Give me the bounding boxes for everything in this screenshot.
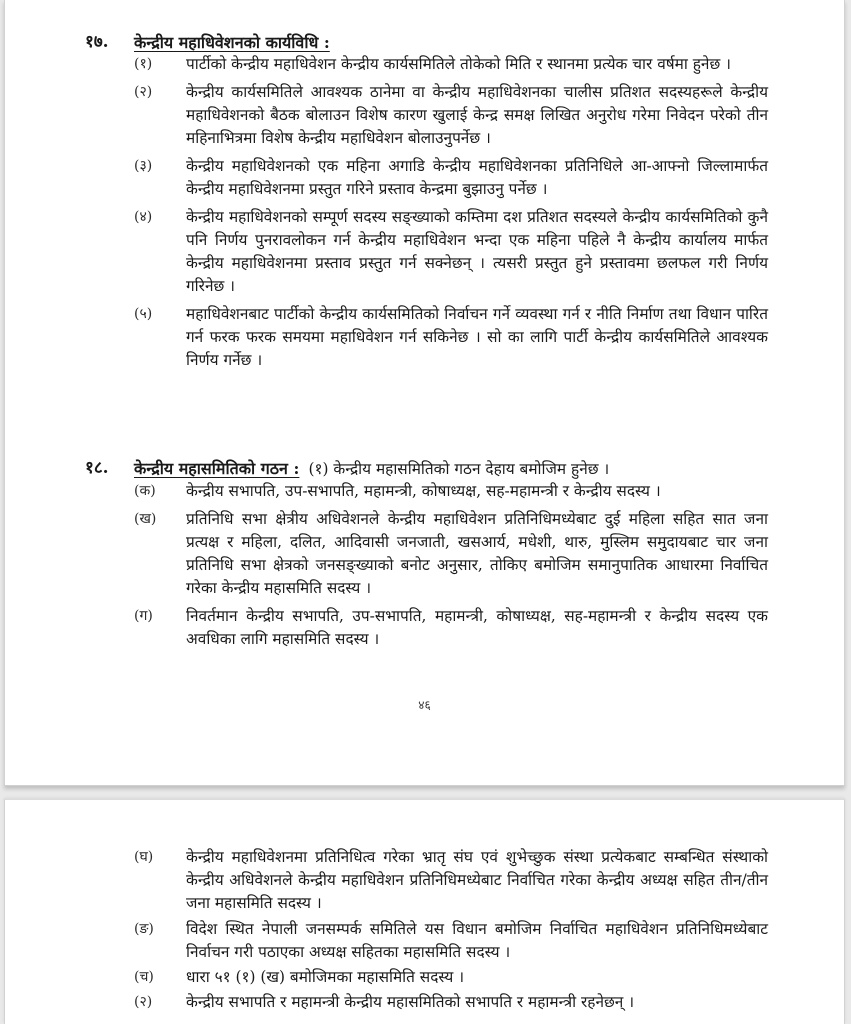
section-18-continued-items [5, 846, 844, 1014]
item-text: केन्द्रीय सभापति, उप-सभापति, महामन्त्री, कोषाध्यक्ष, सह-महामन्त्री र केन्द्रीय सदस्य । [186, 482, 661, 500]
item-label: (१) [134, 56, 153, 72]
item-label: (२) [134, 994, 153, 1010]
section-17-items [5, 53, 844, 372]
item-text: निवर्तमान केन्द्रीय सभापति, उप-सभापति, महामन्त्री, कोषाध्यक्ष, सह-महामन्त्री र केन्द्रीय सदस्य एक अवधिका लागि महासमिति सदस्य । [186, 607, 768, 648]
item-label: (५) [134, 306, 153, 322]
list-item [134, 508, 768, 600]
item-text: प्रतिनिधि सभा क्षेत्रीय अधिवेशनले केन्द्रीय महाधिवेशन प्रतिनिधिमध्येबाट दुई महिला सहित सात जना प्रत्यक्ष र महिला, दलित, आदिवासी जनजाती, खसआर्य, मधेशी, थारु, मुस्लिम समुदायबाट चार जना प्रतिनिधि सभा क्षेत्रको जनसङ्ख्याको बनोट अनुसार, तोकिए बमोजिम समानुपातिक आधारमा निर्वाचित गरेका केन्द्रीय महासमिति सदस्य । [186, 510, 768, 597]
item-text: केन्द्रीय महाधिवेशनमा प्रतिनिधित्व गरेका भ्रातृ संघ एवं शुभेच्छुक संस्था प्रत्येकबाट सम्बन्धित संस्थाको केन्द्रीय अधिवेशनले केन्द्रीय महाधिवेशन प्रतिनिधिमध्येबाट निर्वाचित गरेका केन्द्रीय अध्यक्ष सहित तीन/तीन जना महासमिति सदस्य । [186, 848, 768, 912]
section-intro: (१) केन्द्रीय महासमितिको गठन देहाय बमोजिम हुनेछ । [308, 460, 610, 478]
item-label: (क) [134, 483, 156, 499]
list-item [134, 966, 768, 989]
item-label: (च) [134, 969, 154, 985]
item-label: (४) [134, 209, 153, 225]
list-item [134, 991, 768, 1014]
item-text: पार्टीको केन्द्रीय महाधिवेशन केन्द्रीय कार्यसमितिले तोकेको मिति र स्थानमा प्रत्येक चार वर्षमा हुनेछ । [186, 55, 731, 73]
list-item [134, 81, 768, 150]
item-text: विदेश स्थित नेपाली जनसम्पर्क समितिले यस विधान बमोजिम निर्वाचित महाधिवेशन प्रतिनिधिमध्येबाट निर्वाचन गरी पठाएका अध्यक्ष सहितका महासमिति सदस्य । [186, 920, 768, 961]
item-text: केन्द्रीय महाधिवेशनको सम्पूर्ण सदस्य सङ्ख्याको कम्तिमा दश प्रतिशत सदस्यले केन्द्रीय कार्यसमितिको कुनै पनि निर्णय पुनरावलोकन गर्न केन्द्रीय महाधिवेशन भन्दा एक महिना पहिले नै केन्द्रीय कार्यालय मार्फत केन्द्रीय महाधिवेशनमा प्रस्ताव प्रस्तुत गर्न सक्नेछन् । त्यसरी प्रस्तुत हुने प्रस्तावमा छलफल गरी निर्णय गरिनेछ । [186, 208, 768, 295]
item-label: (३) [134, 158, 153, 174]
list-item [134, 53, 768, 76]
section-18-items [5, 480, 844, 651]
section-number: १७. [85, 32, 109, 52]
item-label: (घ) [134, 849, 154, 865]
document-page-46 [4, 0, 845, 786]
item-label: (२) [134, 84, 153, 100]
item-text: केन्द्रीय कार्यसमितिले आवश्यक ठानेमा वा केन्द्रीय महाधिवेशनका चालीस प्रतिशत सदस्यहरूले केन्द्रीय महाधिवेशनको बैठक बोलाउन विशेष कारण खुलाई केन्द्र समक्ष लिखित अनुरोध गरेमा निवेदन परेको तीन महिनाभित्रमा विशेष केन्द्रीय महाधिवेशन बोलाउनुपर्नेछ । [186, 83, 768, 147]
section-title: केन्द्रीय महाधिवेशनको कार्यविधि : [134, 33, 330, 52]
page-number: ४६ [418, 698, 431, 712]
section-title: केन्द्रीय महासमितिको गठन : [134, 459, 300, 478]
item-label: (ग) [134, 608, 153, 624]
list-item [134, 918, 768, 964]
list-item [134, 155, 768, 201]
item-text: केन्द्रीय महाधिवेशनको एक महिना अगाडि केन्द्रीय महाधिवेशनका प्रतिनिधिले आ-आफ्नो जिल्लामार्फत केन्द्रीय महाधिवेशनमा प्रस्तुत गरिने प्रस्ताव केन्द्रमा बुझाउनु पर्नेछ । [186, 157, 768, 198]
section-number: १८. [85, 458, 109, 478]
list-item [134, 480, 768, 503]
list-item [134, 605, 768, 651]
item-text: धारा ५१ (१) (ख) बमोजिमका महासमिति सदस्य । [186, 968, 465, 986]
section-heading [134, 31, 330, 54]
item-label: (ङ) [134, 921, 154, 937]
item-text: महाधिवेशनबाट पार्टीको केन्द्रीय कार्यसमितिको निर्वाचन गर्ने व्यवस्था गर्न र नीति निर्माण तथा विधान पारित गर्न फरक फरक समयमा महाधिवेशन गर्न सकिनेछ । सो का लागि पार्टी केन्द्रीय कार्यसमितिले आवश्यक निर्णय गर्नेछ । [186, 305, 768, 369]
list-item [134, 846, 768, 915]
list-item [134, 206, 768, 298]
item-label: (ख) [134, 511, 157, 527]
section-heading [134, 457, 609, 481]
list-item [134, 303, 768, 372]
document-page-47 [4, 799, 845, 1024]
item-text: केन्द्रीय सभापति र महामन्त्री केन्द्रीय महासमितिको सभापति र महामन्त्री रहनेछन् । [186, 993, 635, 1011]
